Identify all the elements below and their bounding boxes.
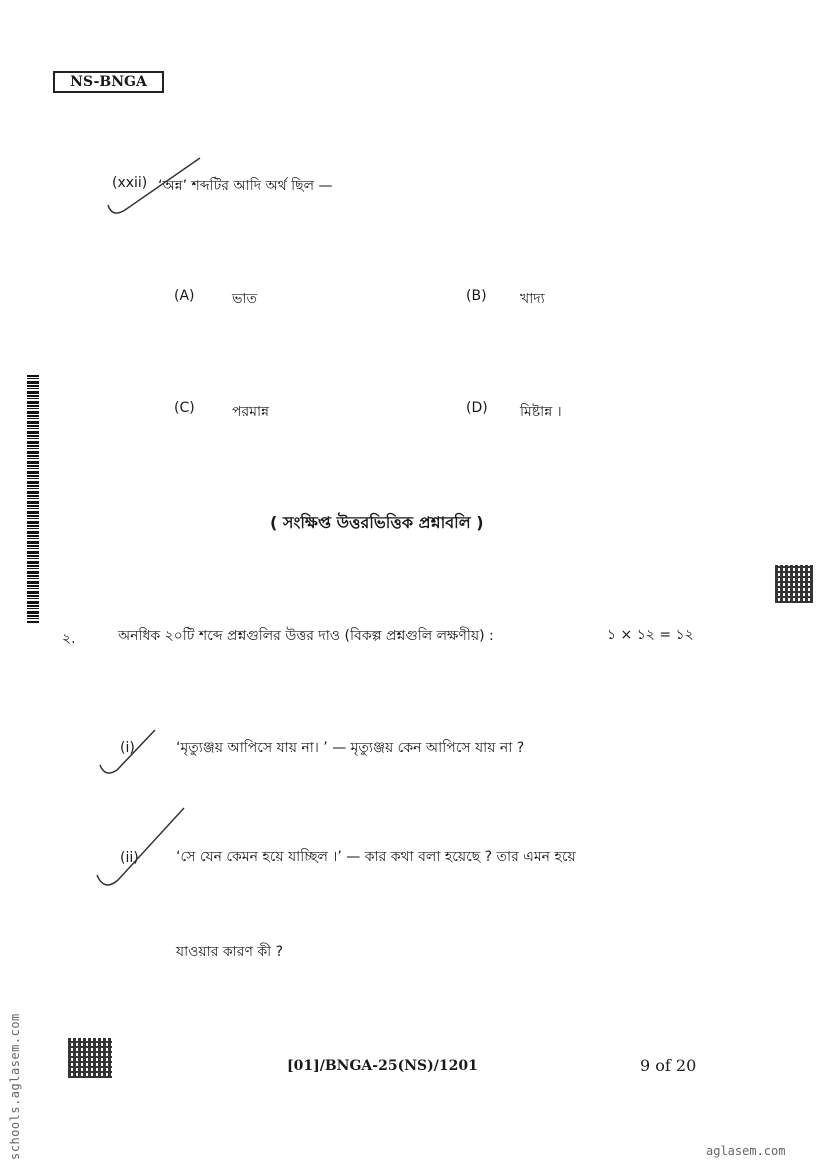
option-c-text: পরমান্ন bbox=[232, 404, 270, 420]
bottom-watermark: aglasem.com bbox=[706, 1144, 786, 1158]
side-barcode bbox=[27, 375, 39, 623]
question-number: (xxii) bbox=[112, 175, 148, 191]
side-watermark: schools.aglasem.com bbox=[8, 1013, 22, 1160]
footer-qr-code bbox=[68, 1038, 112, 1078]
section-heading: ( সংক্ষিপ্ত উত্তরভিত্তিক প্রশ্নাবলি ) bbox=[270, 513, 484, 532]
tick-mark bbox=[95, 720, 165, 780]
footer-paper-code: [01]/BNGA-25(NS)/1201 bbox=[287, 1058, 478, 1074]
question-2-marks: ১ × ১২ = ১২ bbox=[607, 627, 694, 643]
page-number: 9 of 20 bbox=[640, 1056, 697, 1075]
subquestion-ii-text-cont: যাওয়ার কারণ কী ? bbox=[176, 944, 284, 960]
question-2-instruction: অনধিক ২০টি শব্দে প্রশ্নগুলির উত্তর দাও (বিকল্প প্রশ্নগুলি লক্ষণীয়) : bbox=[118, 628, 494, 644]
option-a-label: (A) bbox=[174, 288, 195, 304]
question-text: ‘অন্ন’ শব্দটির আদি অর্থ ছিল — bbox=[158, 178, 333, 194]
option-d-label: (D) bbox=[466, 400, 488, 416]
paper-code-label: NS-BNGA bbox=[53, 71, 164, 93]
question-2-number: ২. bbox=[62, 631, 76, 647]
subquestion-ii-number: (ii) bbox=[120, 850, 139, 866]
option-b-text: খাদ্য bbox=[520, 291, 545, 307]
tick-mark bbox=[100, 150, 210, 220]
subquestion-i-text: ‘মৃত্যুঞ্জয় আপিসে যায় না। ’ — মৃত্যুঞ্জয় কেন আপিসে যায় না ? bbox=[176, 740, 525, 756]
subquestion-i-number: (i) bbox=[120, 740, 135, 756]
tick-mark bbox=[92, 800, 192, 895]
option-d-text: মিষ্টান্ন । bbox=[520, 404, 562, 420]
option-b-label: (B) bbox=[466, 288, 487, 304]
option-c-label: (C) bbox=[174, 400, 195, 416]
qr-code bbox=[775, 565, 813, 603]
option-a-text: ভাত bbox=[232, 291, 257, 307]
subquestion-ii-text: ‘সে যেন কেমন হয়ে যাচ্ছিল ।’ — কার কথা বলা হয়েছে ? তার এমন হয়ে bbox=[176, 849, 576, 865]
